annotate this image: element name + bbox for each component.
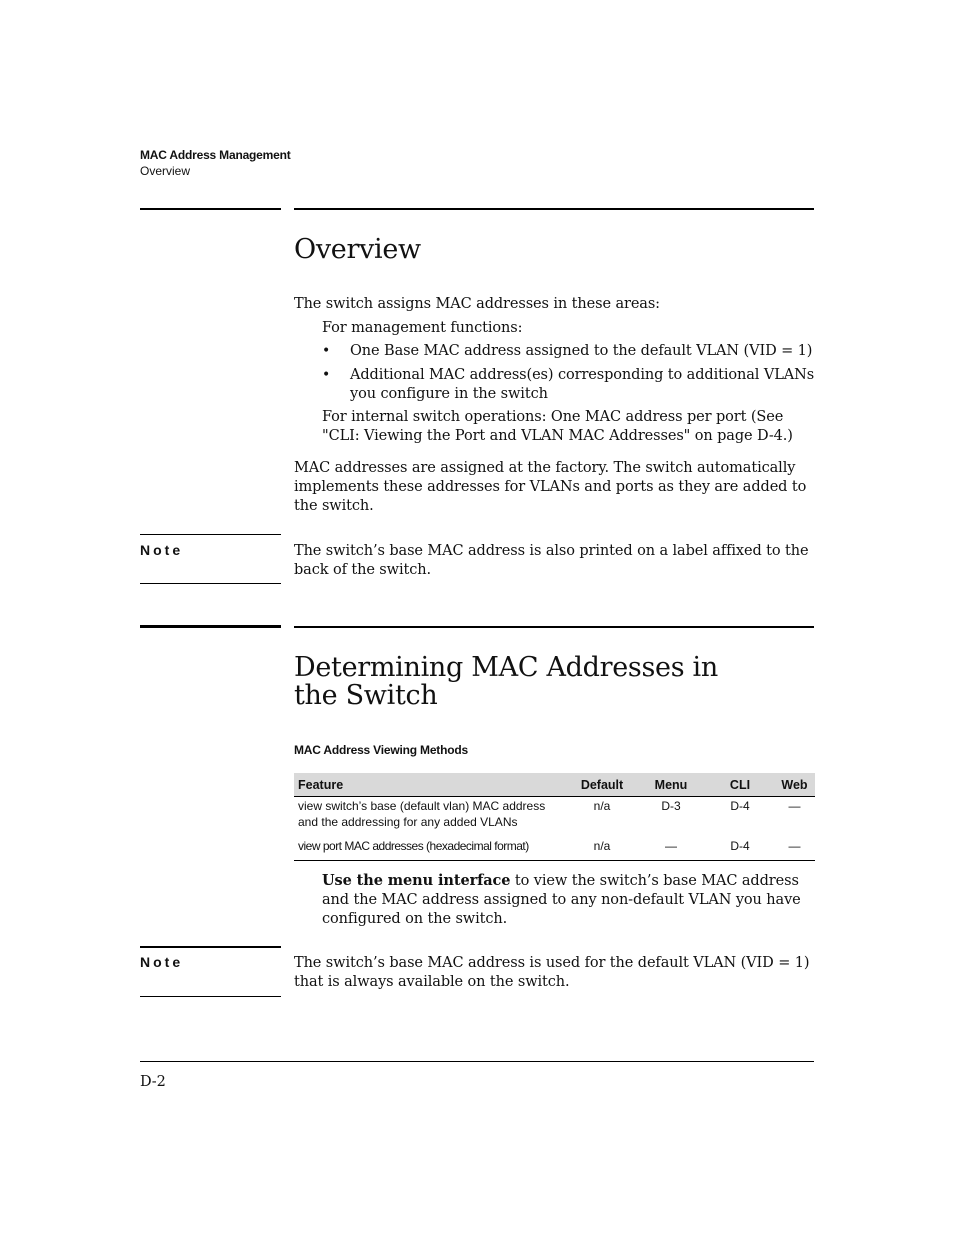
note-label: Note (140, 954, 184, 970)
cell-default: n/a (568, 832, 636, 861)
cell-web: — (774, 832, 815, 861)
column-header-web: Web (774, 773, 815, 797)
footer-rule (140, 1061, 814, 1062)
cell-cli: D-4 (730, 799, 750, 813)
cell-default: n/a (593, 799, 611, 813)
table-row (294, 797, 815, 833)
section-rule-left (140, 208, 281, 210)
cell-web: — (788, 799, 801, 813)
overview-heading: Overview (294, 234, 421, 265)
bullet-item-base-mac: One Base MAC address assigned to the default VLAN (VID = 1) (350, 343, 813, 359)
cell-menu: D-3 (661, 799, 681, 813)
cell-cli: D-4 (706, 832, 774, 861)
note-rule-top (140, 946, 281, 948)
internal-operations-text: For internal switch operations: One MAC address per port (See "CLI: Viewing the Port and VLAN MAC Addresses" on page D-4.) (322, 409, 793, 444)
column-header-default: Default (568, 773, 636, 797)
table-row (294, 832, 815, 861)
section-rule-left (140, 625, 281, 628)
section-rule-right (294, 208, 814, 210)
running-header-section: Overview (140, 164, 191, 178)
cell-menu: — (636, 832, 706, 861)
note-rule-bottom (140, 996, 281, 997)
menu-interface-lead: Use the menu interface (322, 872, 511, 889)
factory-assignment-text: MAC addresses are assigned at the factory. The switch automatically implements these addresses for VLANs and ports as they are added to the switch. (294, 460, 807, 514)
mac-viewing-methods-table (294, 773, 815, 861)
column-header-feature: Feature (294, 773, 568, 797)
bullet-item-additional-mac: Additional MAC address(es) corresponding to additional VLANs you configure in the switch (350, 367, 815, 402)
page-number: D-2 (140, 1074, 166, 1090)
menu-interface-text: to view the switch’s base MAC address and the MAC address assigned to any non-default VLAN you have configured on the switch. (322, 873, 801, 927)
menu-interface-paragraph (322, 871, 814, 929)
section-rule-right (294, 626, 814, 628)
running-header-chapter: MAC Address Management (140, 148, 291, 162)
cell-feature: view port MAC addresses (hexadecimal format) (294, 832, 568, 861)
table-caption: MAC Address Viewing Methods (294, 743, 468, 757)
note-label: Note (140, 542, 184, 558)
note-text: The switch’s base MAC address is also printed on a label affixed to the back of the switch. (294, 543, 809, 578)
column-header-menu: Menu (636, 773, 706, 797)
bullet-marker: • (322, 343, 331, 359)
management-functions-label: For management functions: (322, 320, 523, 336)
overview-intro: The switch assigns MAC addresses in these areas: (294, 296, 660, 312)
cell-feature: view switch’s base (default vlan) MAC address and the addressing for any added VLANs (298, 799, 546, 829)
note-rule-top (140, 534, 281, 535)
column-header-cli: CLI (706, 773, 774, 797)
note-text: The switch’s base MAC address is used for the default VLAN (VID = 1) that is always available on the switch. (294, 955, 810, 990)
table-header-row (294, 773, 815, 797)
bullet-marker: • (322, 367, 331, 383)
note-rule-bottom (140, 583, 281, 584)
determining-heading: Determining MAC Addresses in the Switch (294, 652, 718, 711)
